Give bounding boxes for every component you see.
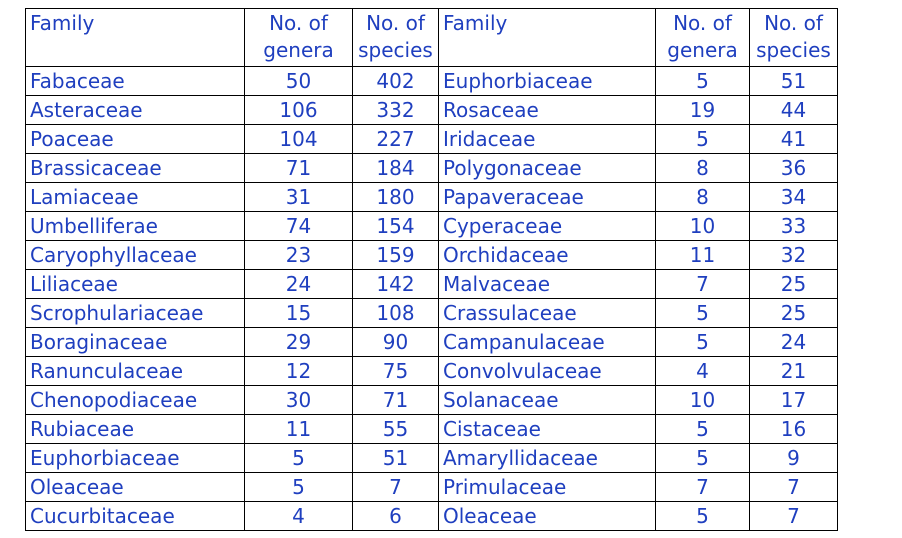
- genera-cell: 5: [656, 415, 750, 444]
- genera-cell: 19: [656, 96, 750, 125]
- genera-cell: 7: [656, 473, 750, 502]
- species-cell: 51: [353, 444, 439, 473]
- family-cell: Solanaceae: [439, 386, 656, 415]
- species-cell: 6: [353, 502, 439, 531]
- family-cell: Ranunculaceae: [26, 357, 245, 386]
- family-cell: Cyperaceae: [439, 212, 656, 241]
- family-cell: Poaceae: [26, 125, 245, 154]
- species-cell: 21: [750, 357, 838, 386]
- table-row: [26, 183, 838, 212]
- species-cell: 55: [353, 415, 439, 444]
- header-row: [26, 9, 838, 67]
- genera-cell: 23: [245, 241, 353, 270]
- table-row: [26, 154, 838, 183]
- genera-cell: 5: [656, 444, 750, 473]
- species-cell: 75: [353, 357, 439, 386]
- genera-cell: 7: [656, 270, 750, 299]
- table-row: [26, 328, 838, 357]
- species-cell: 154: [353, 212, 439, 241]
- genera-cell: 10: [656, 386, 750, 415]
- table-header: [26, 9, 838, 67]
- header-genera-line2: genera: [667, 38, 738, 62]
- genera-cell: 12: [245, 357, 353, 386]
- genera-cell: 11: [656, 241, 750, 270]
- header-species-line1: No. of: [366, 11, 425, 35]
- genera-cell: 8: [656, 154, 750, 183]
- genera-cell: 71: [245, 154, 353, 183]
- species-cell: 32: [750, 241, 838, 270]
- family-cell: Scrophulariaceae: [26, 299, 245, 328]
- family-cell: Rubiaceae: [26, 415, 245, 444]
- header-genera-line1: No. of: [269, 11, 328, 35]
- header-species-line2: species: [358, 38, 433, 62]
- genera-cell: 74: [245, 212, 353, 241]
- species-cell: 36: [750, 154, 838, 183]
- family-cell: Crassulaceae: [439, 299, 656, 328]
- species-cell: 25: [750, 299, 838, 328]
- species-cell: 71: [353, 386, 439, 415]
- family-cell: Cistaceae: [439, 415, 656, 444]
- family-cell: Euphorbiaceae: [26, 444, 245, 473]
- species-cell: 7: [750, 473, 838, 502]
- species-cell: 33: [750, 212, 838, 241]
- table-row: [26, 386, 838, 415]
- genera-cell: 5: [656, 125, 750, 154]
- genera-cell: 5: [656, 67, 750, 96]
- genera-cell: 15: [245, 299, 353, 328]
- species-cell: 41: [750, 125, 838, 154]
- table-row: [26, 357, 838, 386]
- species-cell: 184: [353, 154, 439, 183]
- family-table: [25, 8, 838, 531]
- species-cell: 7: [353, 473, 439, 502]
- genera-cell: 10: [656, 212, 750, 241]
- header-genera-line2: genera: [263, 38, 334, 62]
- family-cell: Oleaceae: [26, 473, 245, 502]
- table-row: [26, 502, 838, 531]
- table-row: [26, 299, 838, 328]
- family-cell: Boraginaceae: [26, 328, 245, 357]
- genera-cell: 5: [656, 299, 750, 328]
- table-row: [26, 415, 838, 444]
- family-cell: Amaryllidaceae: [439, 444, 656, 473]
- table-row: [26, 473, 838, 502]
- family-cell: Orchidaceae: [439, 241, 656, 270]
- genera-cell: 30: [245, 386, 353, 415]
- genera-cell: 5: [656, 502, 750, 531]
- family-cell: Polygonaceae: [439, 154, 656, 183]
- table-row: [26, 270, 838, 299]
- species-cell: 24: [750, 328, 838, 357]
- species-cell: 7: [750, 502, 838, 531]
- genera-cell: 29: [245, 328, 353, 357]
- family-cell: Fabaceae: [26, 67, 245, 96]
- table-row: [26, 241, 838, 270]
- family-cell: Convolvulaceae: [439, 357, 656, 386]
- species-cell: 16: [750, 415, 838, 444]
- genera-cell: 24: [245, 270, 353, 299]
- table-row: [26, 125, 838, 154]
- family-cell: Rosaceae: [439, 96, 656, 125]
- header-genera-line1: No. of: [673, 11, 732, 35]
- genera-cell: 5: [245, 444, 353, 473]
- species-cell: 51: [750, 67, 838, 96]
- species-cell: 34: [750, 183, 838, 212]
- family-cell: Oleaceae: [439, 502, 656, 531]
- family-cell: Euphorbiaceae: [439, 67, 656, 96]
- genera-cell: 5: [245, 473, 353, 502]
- genera-cell: 5: [656, 328, 750, 357]
- genera-cell: 8: [656, 183, 750, 212]
- header-species-line2: species: [756, 38, 831, 62]
- family-cell: Primulaceae: [439, 473, 656, 502]
- table-row: [26, 444, 838, 473]
- family-cell: Cucurbitaceae: [26, 502, 245, 531]
- species-cell: 159: [353, 241, 439, 270]
- table-body: [26, 67, 838, 531]
- species-cell: 142: [353, 270, 439, 299]
- header-species-line1: No. of: [764, 11, 823, 35]
- header-family-left: Family: [26, 9, 245, 67]
- header-genera-left: [245, 9, 353, 67]
- header-genera-right: [656, 9, 750, 67]
- table-row: [26, 212, 838, 241]
- table-row: [26, 96, 838, 125]
- species-cell: 9: [750, 444, 838, 473]
- species-cell: 227: [353, 125, 439, 154]
- genera-cell: 50: [245, 67, 353, 96]
- family-cell: Campanulaceae: [439, 328, 656, 357]
- species-cell: 17: [750, 386, 838, 415]
- species-cell: 108: [353, 299, 439, 328]
- family-cell: Liliaceae: [26, 270, 245, 299]
- family-cell: Malvaceae: [439, 270, 656, 299]
- family-cell: Lamiaceae: [26, 183, 245, 212]
- family-cell: Brassicaceae: [26, 154, 245, 183]
- family-cell: Asteraceae: [26, 96, 245, 125]
- species-cell: 90: [353, 328, 439, 357]
- table-row: [26, 67, 838, 96]
- genera-cell: 104: [245, 125, 353, 154]
- family-cell: Papaveraceae: [439, 183, 656, 212]
- family-cell: Caryophyllaceae: [26, 241, 245, 270]
- header-species-right: [750, 9, 838, 67]
- family-cell: Chenopodiaceae: [26, 386, 245, 415]
- family-cell: Iridaceae: [439, 125, 656, 154]
- species-cell: 402: [353, 67, 439, 96]
- header-species-left: [353, 9, 439, 67]
- species-cell: 180: [353, 183, 439, 212]
- family-cell: Umbelliferae: [26, 212, 245, 241]
- species-cell: 332: [353, 96, 439, 125]
- header-family-right: Family: [439, 9, 656, 67]
- species-cell: 44: [750, 96, 838, 125]
- genera-cell: 11: [245, 415, 353, 444]
- genera-cell: 106: [245, 96, 353, 125]
- species-cell: 25: [750, 270, 838, 299]
- genera-cell: 4: [245, 502, 353, 531]
- genera-cell: 4: [656, 357, 750, 386]
- genera-cell: 31: [245, 183, 353, 212]
